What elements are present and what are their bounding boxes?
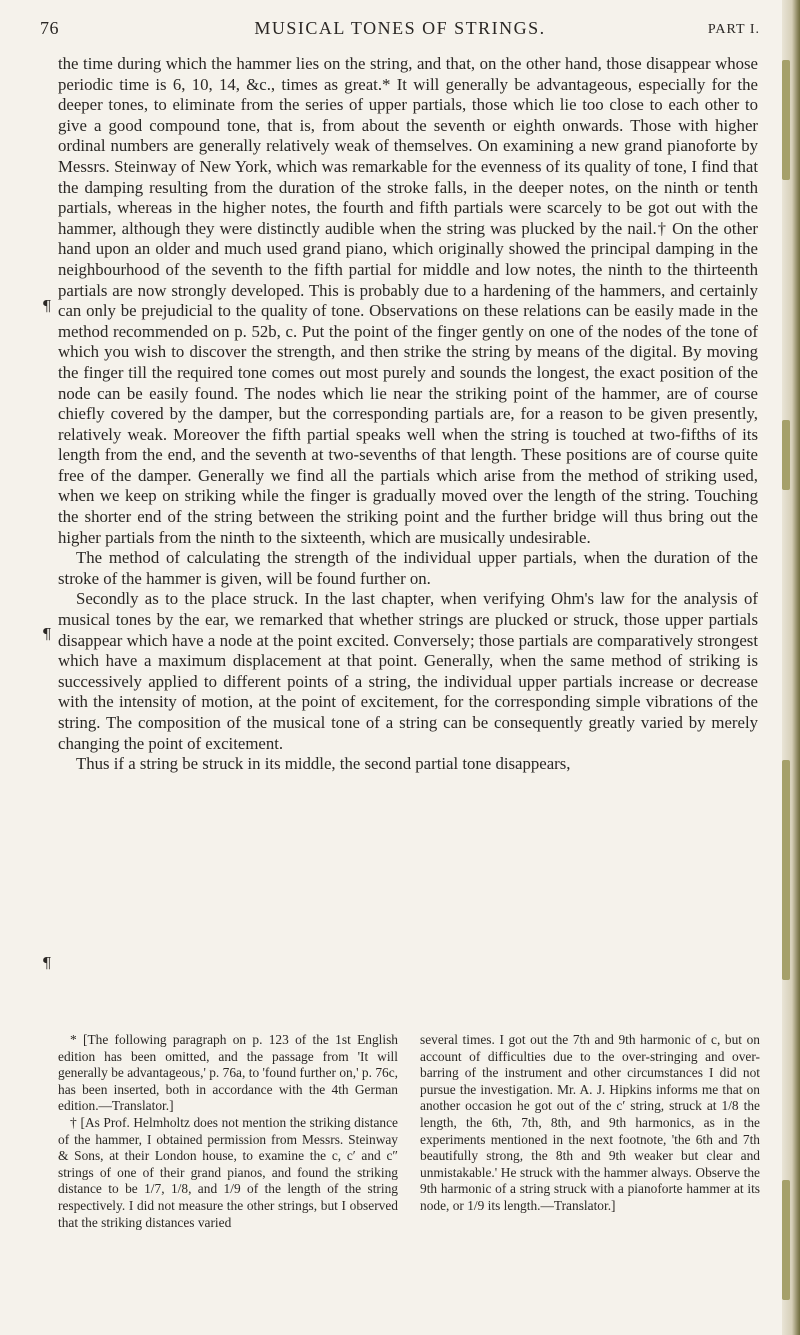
edge-stain [782, 420, 790, 490]
paragraph: Secondly as to the place struck. In the last chapter, when verifying Ohm's law for the analysis of musical tones by the ear, we remarked that whether strings are plucked or struck, those upper partials disappear which have a node at the point excited. Conversely; those partials are comparatively strongest which have a maximum displacement at that point. Generally, when the same method of striking is successively applied to different points of a string, the individual upper partials increase or decrease with the intensity of motion, at the point of excitement, for the corresponding simple vibrations of the string. The composition of the musical tone of a string can be consequently greatly varied by merely changing the point of excitement. [58, 589, 758, 753]
footnote-column-left [58, 1032, 398, 1231]
edge-stain [782, 760, 790, 980]
page-edge [782, 0, 800, 1335]
running-header [40, 18, 760, 46]
pilcrow-marker: ¶ [42, 954, 52, 972]
running-title: MUSICAL TONES OF STRINGS. [254, 18, 546, 38]
footnote: † [As Prof. Helmholtz does not mention the striking distance of the hammer, I obtained permission from Messrs. Steinway & Sons, at their London house, to examine the c, c′ and c″ strings of one of their grand pianos, and found the striking distance to be 1/7, 1/8, and 1/9 of the length of the string respectively. I did not measure the other strings, but I observed that the striking distances varied [58, 1114, 398, 1230]
part-label: PART I. [707, 22, 760, 37]
paragraph: Thus if a string be struck in its middle, the second partial tone disappears, [76, 754, 571, 774]
footnotes [58, 1032, 760, 1231]
paragraph: the time during which the hammer lies on the string, and that, on the other hand, those disappear whose periodic time is 6, 10, 14, &c., times as great.* It will generally be advantageous, especially for the deeper tones, to eliminate from the series of upper partials, those which lie too close to each other to give a good compound tone, that is, from about the seventh or eighth onwards. Those with higher ordinal numbers are generally relatively weak of themselves. On examining a new grand pianoforte by Messrs. Steinway of New York, which was remarkable for the evenness of its quality of tone, I find that the damping resulting from the duration of the stroke falls, in the deeper notes, on the ninth or tenth partials, whereas in the higher notes, the fourth and fifth partials were scarcely to be got out with the hammer, although they were distinctly audible when the string was plucked by the nail.† On the other hand upon an older and much used grand piano, which originally showed the principal damping in the neighbourhood of the seventh to the fifth partial for middle and low notes, the ninth to the thirteenth partials are now strongly developed. This is probably due to a hardening of the hammers, and certainly can only be prejudicial to the quality of tone. Observations on these relations can be easily made in the method recommended on p. 52b, c. Put the point of the finger gently on one of the nodes of the tone of which you wish to discover the strength, and then strike the string by means of the digital. By moving the finger till the required tone comes out most purely and sounds the longest, the exact position of the node can be easily found. The nodes which lie near the striking point of the hammer, are of course chiefly covered by the damper, but the corresponding partials are, for a reason to be given presently, relatively weak. Moreover the fifth partial speaks well when the string is touched at two-fifths of its length from the end, and the seventh at two-sevenths of that length. These positions are of course quite free of the damper. Generally we find all the partials which arise from the method of striking used, when we keep on striking while the finger is gradually moved over the length of the string. Touching the shorter end of the string between the striking point and the further bridge will thus bring out the higher partials from the ninth to the sixteenth, which are musically undesirable. [58, 54, 758, 547]
main-text [58, 54, 758, 775]
footnote: * [The following paragraph on p. 123 of the 1st English edition has been omitted, and the passage from 'It will generally be advantageous,' p. 76a, to 'found further on,' p. 76c, has been inserted, both in accordance with the 4th German edition.—Translator.] [58, 1032, 398, 1114]
footnote-column-right [420, 1032, 760, 1231]
pilcrow-marker: ¶ [42, 625, 52, 643]
paragraph: The method of calculating the strength of the individual upper partials, when the duration of the stroke of the hammer is given, will be found further on. [58, 548, 758, 588]
page-number: 76 [40, 18, 59, 38]
pilcrow-marker: ¶ [42, 297, 52, 315]
edge-stain [782, 60, 790, 180]
footnote-continuation: several times. I got out the 7th and 9th harmonic of c, but on account of difficulties due to the over-stringing and over-barring of the instrument and other circumstances I did not pursue the investigation. Mr. A. J. Hipkins informs me that on another occasion he got out of the c′ string, struck at 1/8 the length, the 6th, 7th, 8th, and 9th harmonics, as in the experiments mentioned in the next footnote, 'the 6th and 7th beautifully strong, the 8th and 9th weaker but clear and unmistakable.' He struck with the hammer always. Observe the 9th harmonic of a string struck with a pianoforte hammer at its node, or 1/9 its length.—Translator.] [420, 1032, 760, 1213]
edge-stain [782, 1180, 790, 1300]
